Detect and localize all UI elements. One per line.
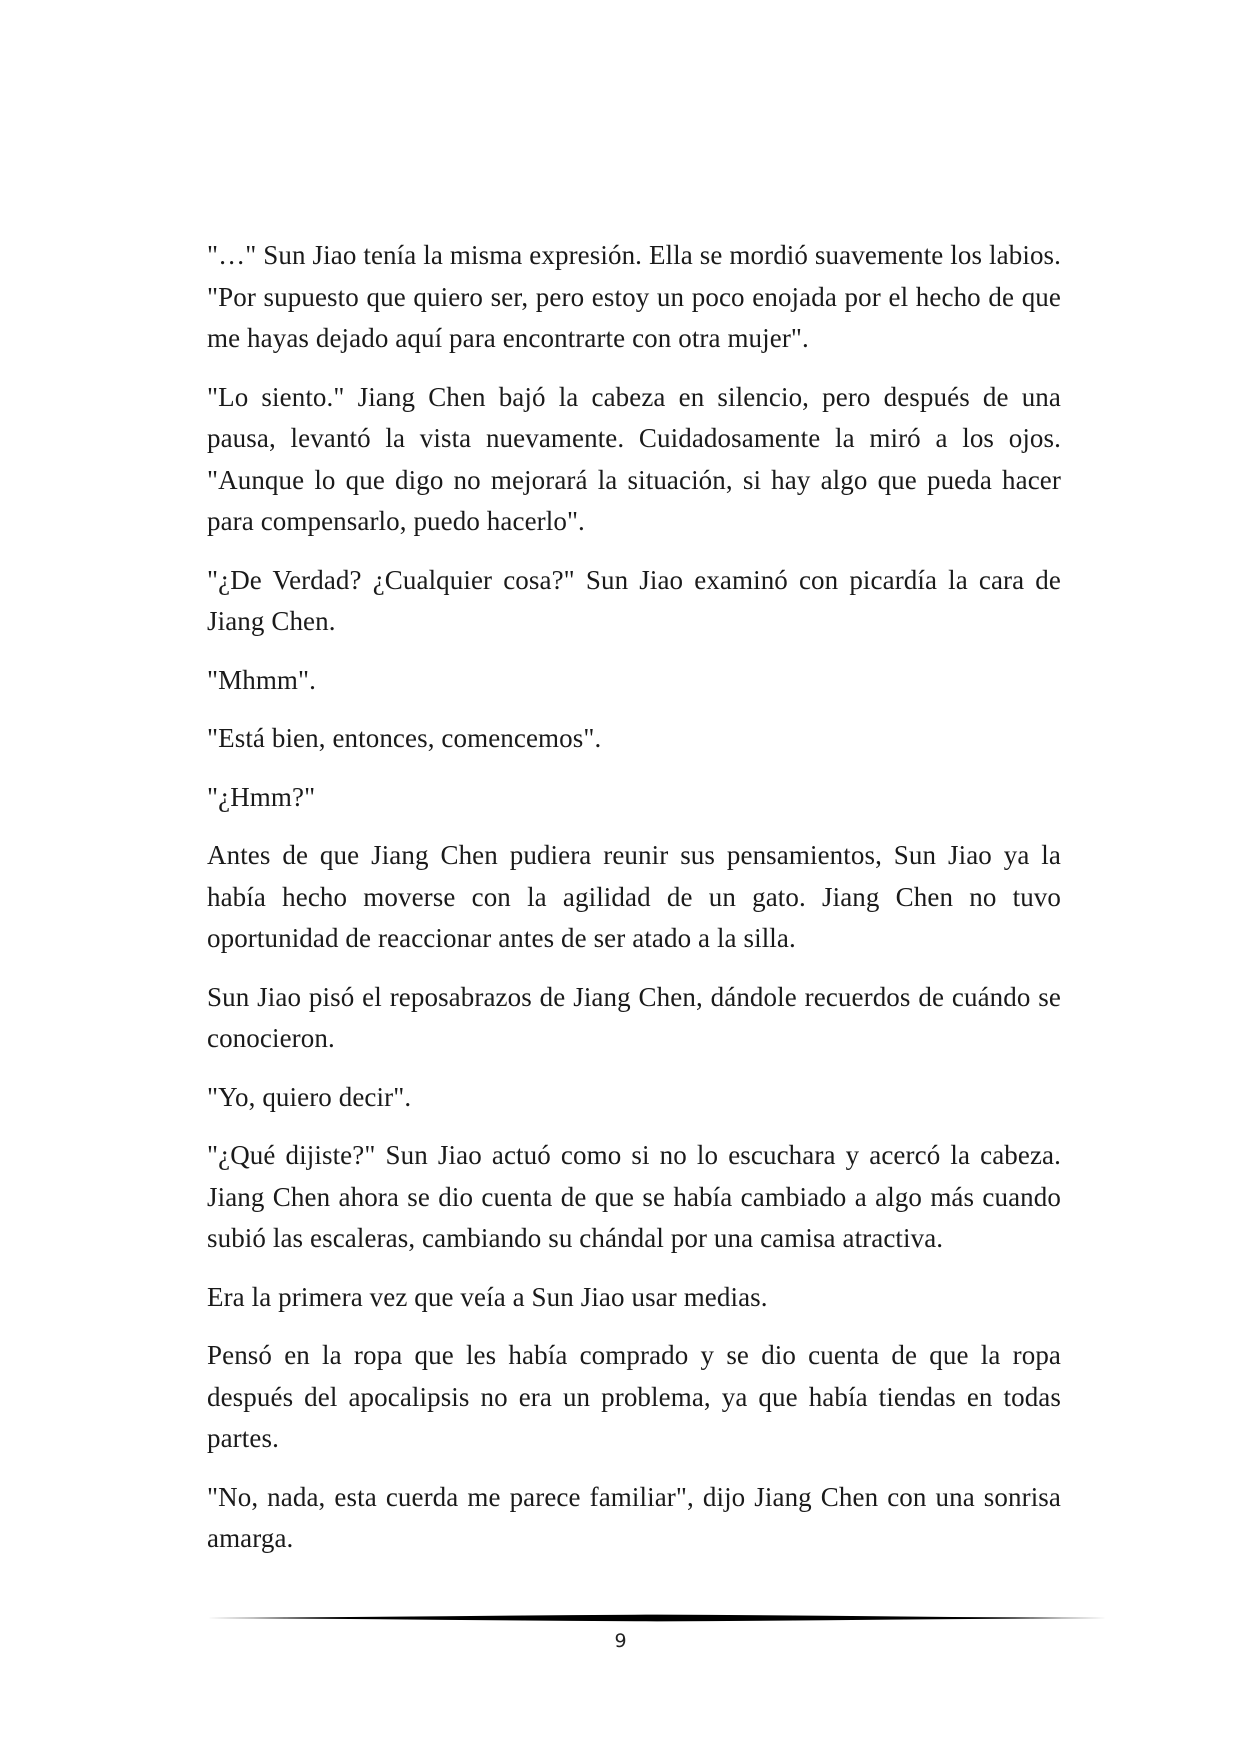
paragraph: Antes de que Jiang Chen pudiera reunir sus pensamientos, Sun Jiao ya la había hecho moverse con la agilidad de un gato. Jiang Chen no tuvo oportunidad de reaccionar antes de ser atado a la silla. [207,840,1061,953]
paragraph: "¿Qué dijiste?" Sun Jiao actuó como si no lo escuchara y acercó la cabeza. Jiang Chen ahora se dio cuenta de que se había cambiado a algo más cuando subió las escaleras, cambiando su chándal por una camisa atractiva. [207,1140,1061,1253]
paragraph: Era la primera vez que veía a Sun Jiao usar medias. [207,1281,768,1312]
paragraph: "No, nada, esta cuerda me parece familiar", dijo Jiang Chen con una sonrisa amarga. [207,1481,1061,1553]
paragraph: "Yo, quiero decir". [207,1081,412,1112]
page-number: 9 [614,1630,627,1652]
paragraph: "Mhmm". [207,664,317,695]
paragraph: "¿De Verdad? ¿Cualquier cosa?" Sun Jiao examinó con picardía la cara de Jiang Chen. [207,564,1061,636]
paragraph: "…" Sun Jiao tenía la misma expresión. Ella se mordió suavemente los labios. "Por supuesto que quiero ser, pero estoy un poco enojada por el hecho de que me hayas dejado aquí para encontrarte con otra mujer". [207,240,1061,353]
paragraph: "Lo siento." Jiang Chen bajó la cabeza en silencio, pero después de una pausa, levantó la vista nuevamente. Cuidadosamente la miró a los ojos. "Aunque lo que digo no mejorará la situación, si hay algo que pueda hacer para compensarlo, puedo hacerlo". [207,381,1061,536]
paragraph: "Está bien, entonces, comencemos". [207,723,602,753]
body-text [207,235,1061,1577]
paragraph: Sun Jiao pisó el reposabrazos de Jiang Chen, dándole recuerdos de cuándo se conocieron. [207,981,1061,1053]
paragraph: "¿Hmm?" [207,781,316,812]
paragraph: Pensó en la ropa que les había comprado y se dio cuenta de que la ropa después del apocalipsis no era un problema, ya que había tiendas en todas partes. [207,1340,1061,1453]
footer-divider [207,1612,1107,1624]
